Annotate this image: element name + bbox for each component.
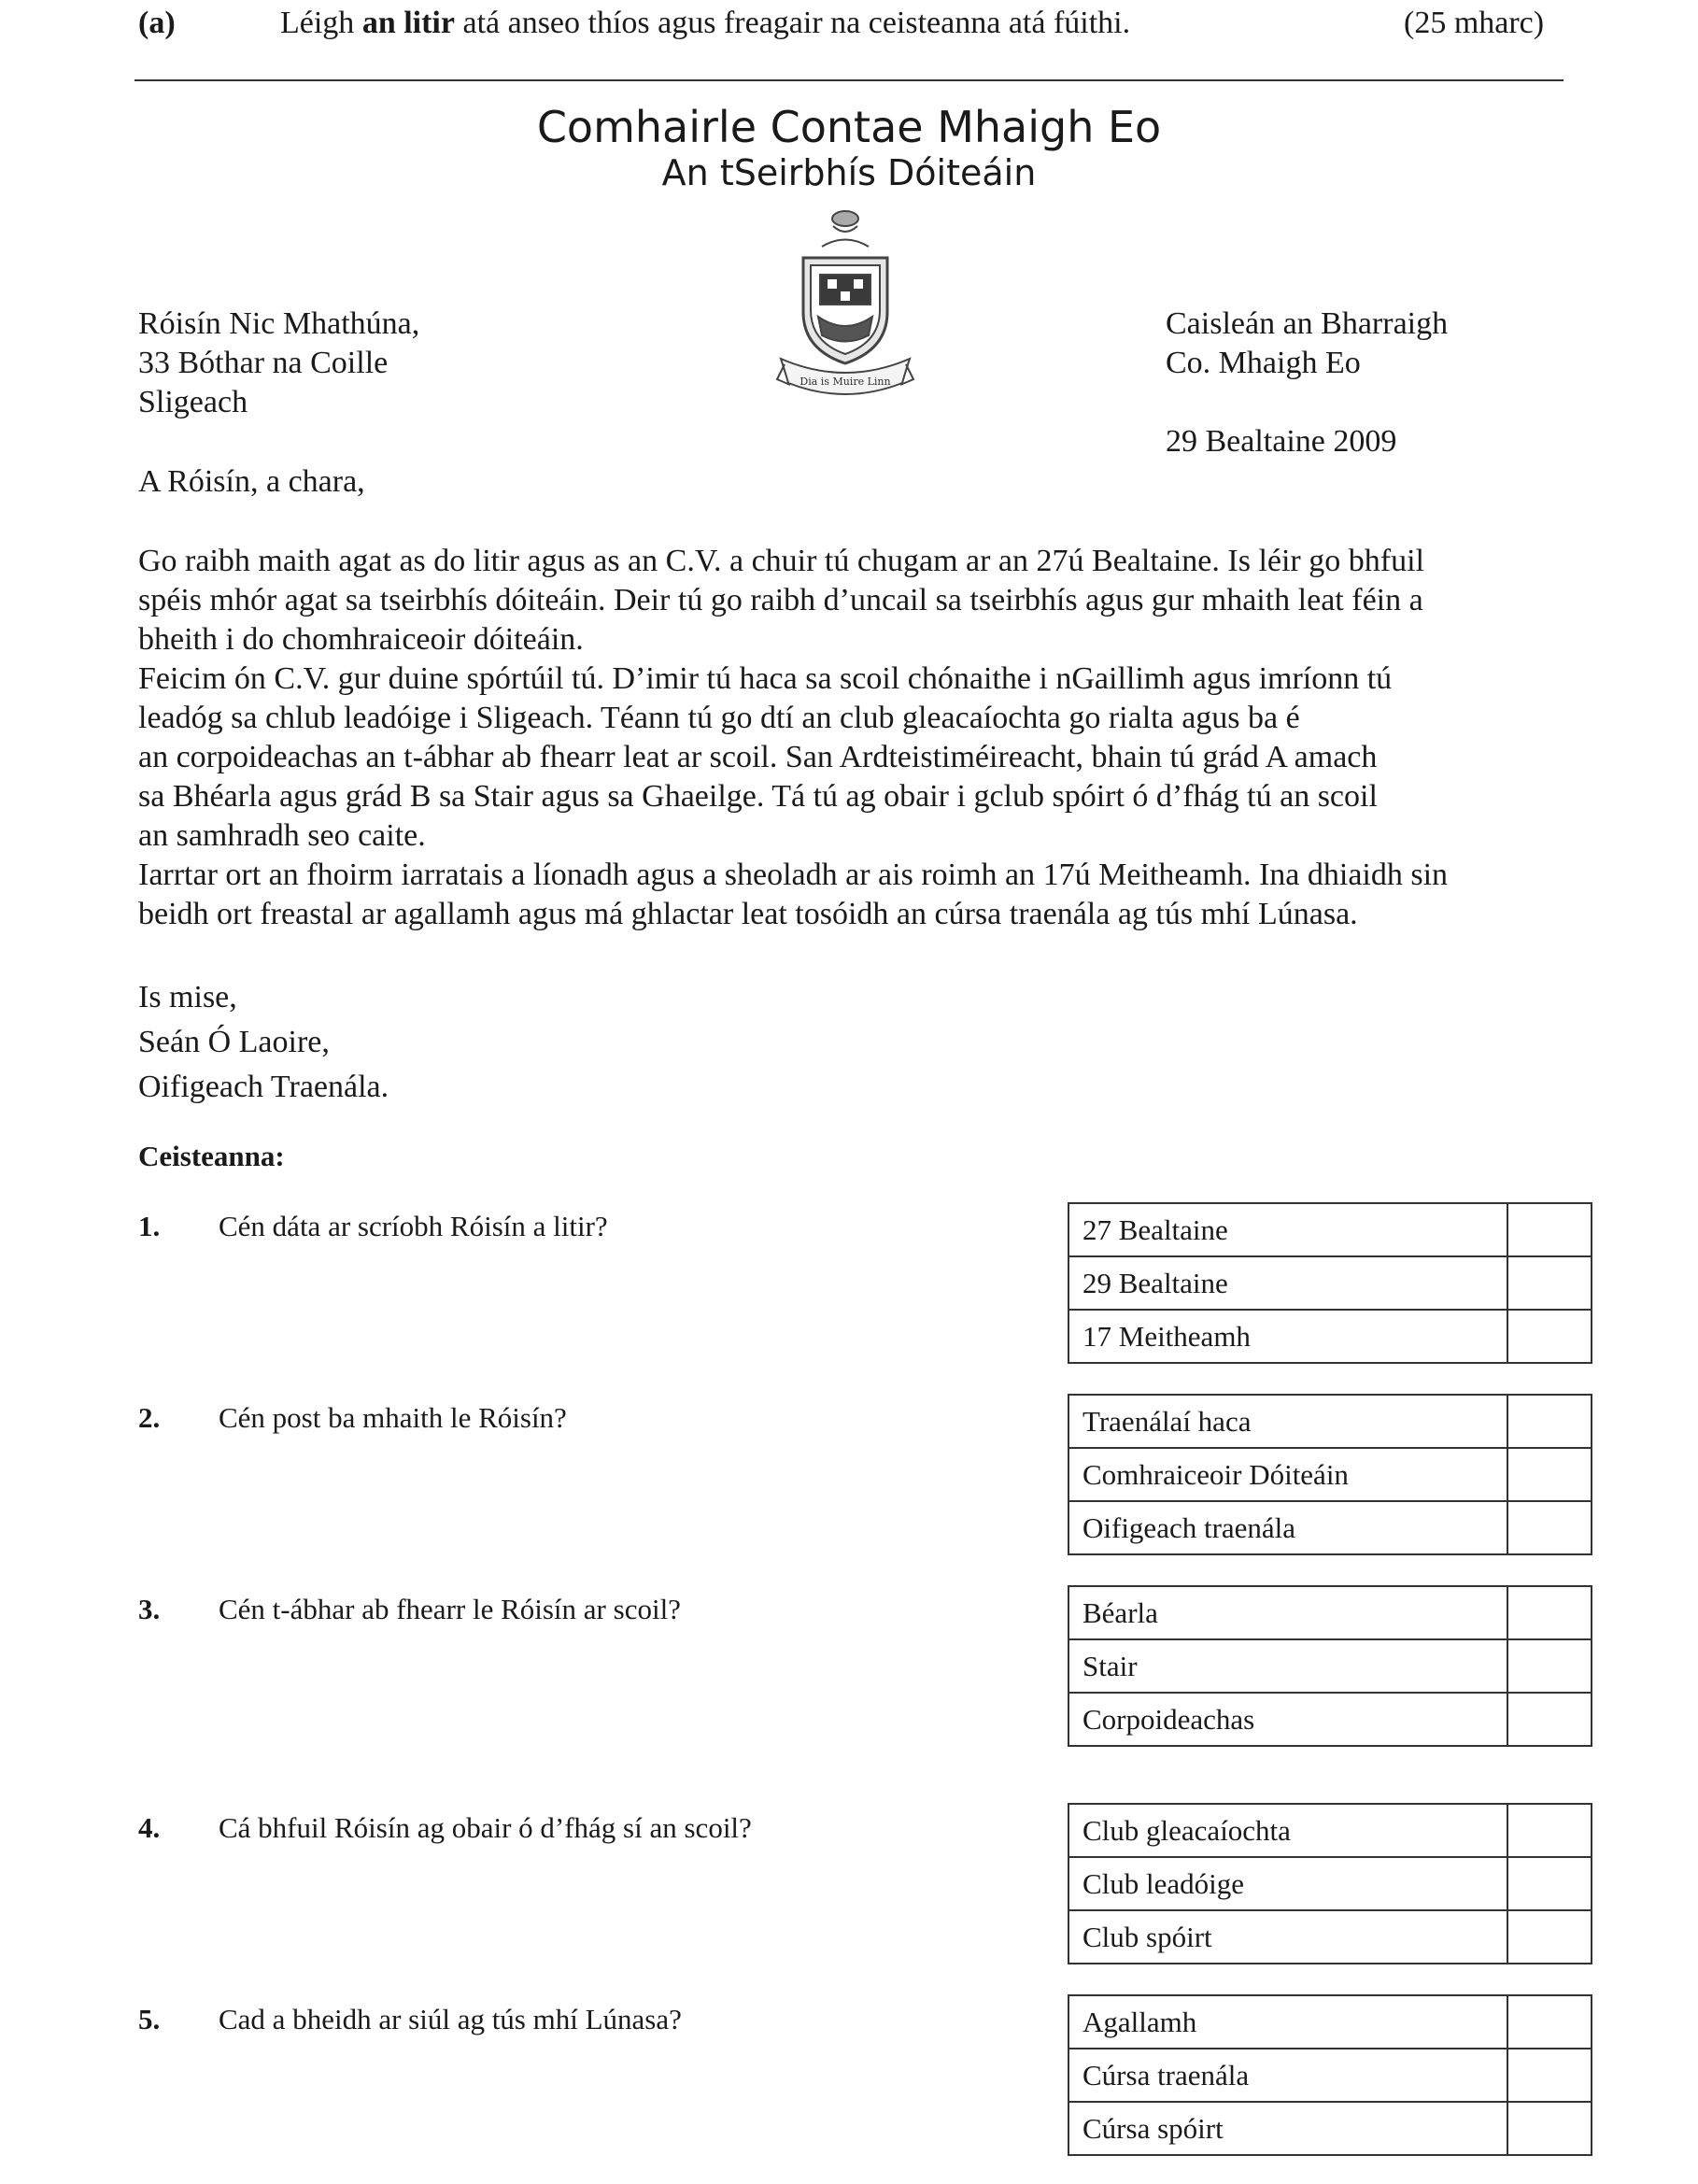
option-label: Corpoideachas bbox=[1068, 1693, 1507, 1746]
option-label: Comhraiceoir Dóiteáin bbox=[1068, 1448, 1507, 1501]
recipient-street: 33 Bóthar na Coille bbox=[138, 346, 389, 380]
body-line: Feicim ón C.V. gur duine spórtúil tú. D’imir tú haca sa scoil chónaithe i nGaillimh agus imríonn tú bbox=[138, 661, 1393, 696]
option-label: 17 Meitheamh bbox=[1068, 1310, 1507, 1363]
option-label: Club spóirt bbox=[1068, 1910, 1507, 1964]
option-label: Agallamh bbox=[1068, 1995, 1507, 2049]
answer-tick-box[interactable] bbox=[1507, 1586, 1592, 1639]
question-number: 4. bbox=[138, 1811, 161, 1844]
answer-options-q2 bbox=[1068, 1394, 1592, 1555]
answer-options-q5 bbox=[1068, 1994, 1592, 2156]
instruction-text-pre: Léigh bbox=[280, 6, 362, 40]
answer-tick-box[interactable] bbox=[1507, 1448, 1592, 1501]
answer-tick-box[interactable] bbox=[1507, 1693, 1592, 1746]
body-line: bheith i do chomhraiceoir dóiteáin. bbox=[138, 622, 584, 657]
option-label: Cúrsa traenála bbox=[1068, 2049, 1507, 2102]
answer-options-q4 bbox=[1068, 1803, 1592, 1964]
option-label: Oifigeach traenála bbox=[1068, 1501, 1507, 1554]
body-line: an corpoideachas an t-ábhar ab fhearr leat ar scoil. San Ardteistiméireacht, bhain tú grád A amach bbox=[138, 740, 1378, 774]
body-line: spéis mhór agat sa tseirbhís dóiteáin. Deir tú go raibh d’uncail sa tseirbhís agus gur mhaith leat féin a bbox=[138, 583, 1423, 617]
answer-tick-box[interactable] bbox=[1507, 1639, 1592, 1693]
body-line: Go raibh maith agat as do litir agus as an C.V. a chuir tú chugam ar an 27ú Bealtaine. Is léir go bhfuil bbox=[138, 544, 1424, 578]
answer-tick-box[interactable] bbox=[1507, 1501, 1592, 1554]
answer-tick-box[interactable] bbox=[1507, 1203, 1592, 1256]
body-line: an samhradh seo caite. bbox=[138, 818, 426, 853]
organisation-title: Comhairle Contae Mhaigh Eo bbox=[536, 102, 1162, 152]
option-label: Club leadóige bbox=[1068, 1857, 1507, 1910]
signoff-closing: Is mise, bbox=[138, 980, 237, 1014]
answer-tick-box[interactable] bbox=[1507, 2049, 1592, 2102]
option-label: Club gleacaíochta bbox=[1068, 1804, 1507, 1857]
sender-town: Caisleán an Bharraigh bbox=[1166, 306, 1449, 341]
letter-body bbox=[138, 542, 1577, 934]
questions-heading: Ceisteanna: bbox=[138, 1140, 285, 1172]
answer-options-q3 bbox=[1068, 1585, 1592, 1747]
department-title: An tSeirbhís Dóiteáin bbox=[661, 152, 1037, 193]
option-label: Traenálaí haca bbox=[1068, 1395, 1507, 1448]
question-text: Cén dáta ar scríobh Róisín a litir? bbox=[219, 1210, 608, 1242]
option-label: Stair bbox=[1068, 1639, 1507, 1693]
letter-date: 29 Bealtaine 2009 bbox=[1166, 424, 1397, 459]
county-crest-icon bbox=[775, 209, 915, 401]
answer-options-q1 bbox=[1068, 1202, 1592, 1364]
body-line: beidh ort freastal ar agallamh agus má ghlactar leat tosóidh an cúrsa traenála ag tús mhí Lúnasa. bbox=[138, 897, 1358, 931]
crest-motto: Dia is Muire Linn bbox=[799, 376, 891, 388]
signoff-name: Seán Ó Laoire, bbox=[138, 1025, 330, 1059]
question-text: Cén post ba mhaith le Róisín? bbox=[219, 1401, 567, 1434]
sender-address bbox=[1166, 305, 1448, 383]
body-line: sa Bhéarla agus grád B sa Stair agus sa Ghaeilge. Tá tú ag obair i gclub spóirt ó d’fhág tú an scoil bbox=[138, 779, 1378, 814]
option-label: Béarla bbox=[1068, 1586, 1507, 1639]
option-label: 29 Bealtaine bbox=[1068, 1256, 1507, 1310]
recipient-name: Róisín Nic Mhathúna, bbox=[138, 306, 420, 341]
question-number: 3. bbox=[138, 1593, 161, 1625]
instruction-text-bold: an litir bbox=[361, 6, 455, 40]
option-label: 27 Bealtaine bbox=[1068, 1203, 1507, 1256]
answer-tick-box[interactable] bbox=[1507, 2102, 1592, 2155]
section-instruction bbox=[280, 4, 1130, 43]
answer-tick-box[interactable] bbox=[1507, 1804, 1592, 1857]
header-divider bbox=[134, 79, 1564, 81]
question-number: 5. bbox=[138, 2003, 161, 2035]
answer-tick-box[interactable] bbox=[1507, 1395, 1592, 1448]
answer-tick-box[interactable] bbox=[1507, 1310, 1592, 1363]
marks-label: (25 mharc) bbox=[1404, 6, 1545, 40]
question-number: 1. bbox=[138, 1210, 161, 1242]
signoff-title: Oifigeach Traenála. bbox=[138, 1070, 389, 1104]
section-label: (a) bbox=[138, 6, 176, 40]
answer-tick-box[interactable] bbox=[1507, 1256, 1592, 1310]
question-text: Cá bhfuil Róisín ag obair ó d’fhág sí an scoil? bbox=[219, 1811, 752, 1844]
letter-signoff bbox=[138, 975, 389, 1110]
instruction-text-post: atá anseo thíos agus freagair na ceisteanna atá fúithi. bbox=[454, 6, 1131, 40]
body-line: leadóg sa chlub leadóige i Sligeach. Téann tú go dtí an club gleacaíochta go rialta agus ba é bbox=[138, 701, 1300, 735]
question-number: 2. bbox=[138, 1401, 161, 1434]
body-line: Iarrtar ort an fhoirm iarratais a líonadh agus a sheoladh ar ais roimh an 17ú Meitheamh. Ina dhiaidh sin bbox=[138, 858, 1449, 892]
question-text: Cén t-ábhar ab fhearr le Róisín ar scoil? bbox=[219, 1593, 681, 1625]
recipient-town: Sligeach bbox=[138, 385, 248, 419]
recipient-address bbox=[138, 305, 419, 422]
sender-county: Co. Mhaigh Eo bbox=[1166, 346, 1361, 380]
answer-tick-box[interactable] bbox=[1507, 1910, 1592, 1964]
answer-tick-box[interactable] bbox=[1507, 1857, 1592, 1910]
salutation: A Róisín, a chara, bbox=[138, 464, 365, 499]
option-label: Cúrsa spóirt bbox=[1068, 2102, 1507, 2155]
answer-tick-box[interactable] bbox=[1507, 1995, 1592, 2049]
question-text: Cad a bheidh ar siúl ag tús mhí Lúnasa? bbox=[219, 2003, 682, 2035]
